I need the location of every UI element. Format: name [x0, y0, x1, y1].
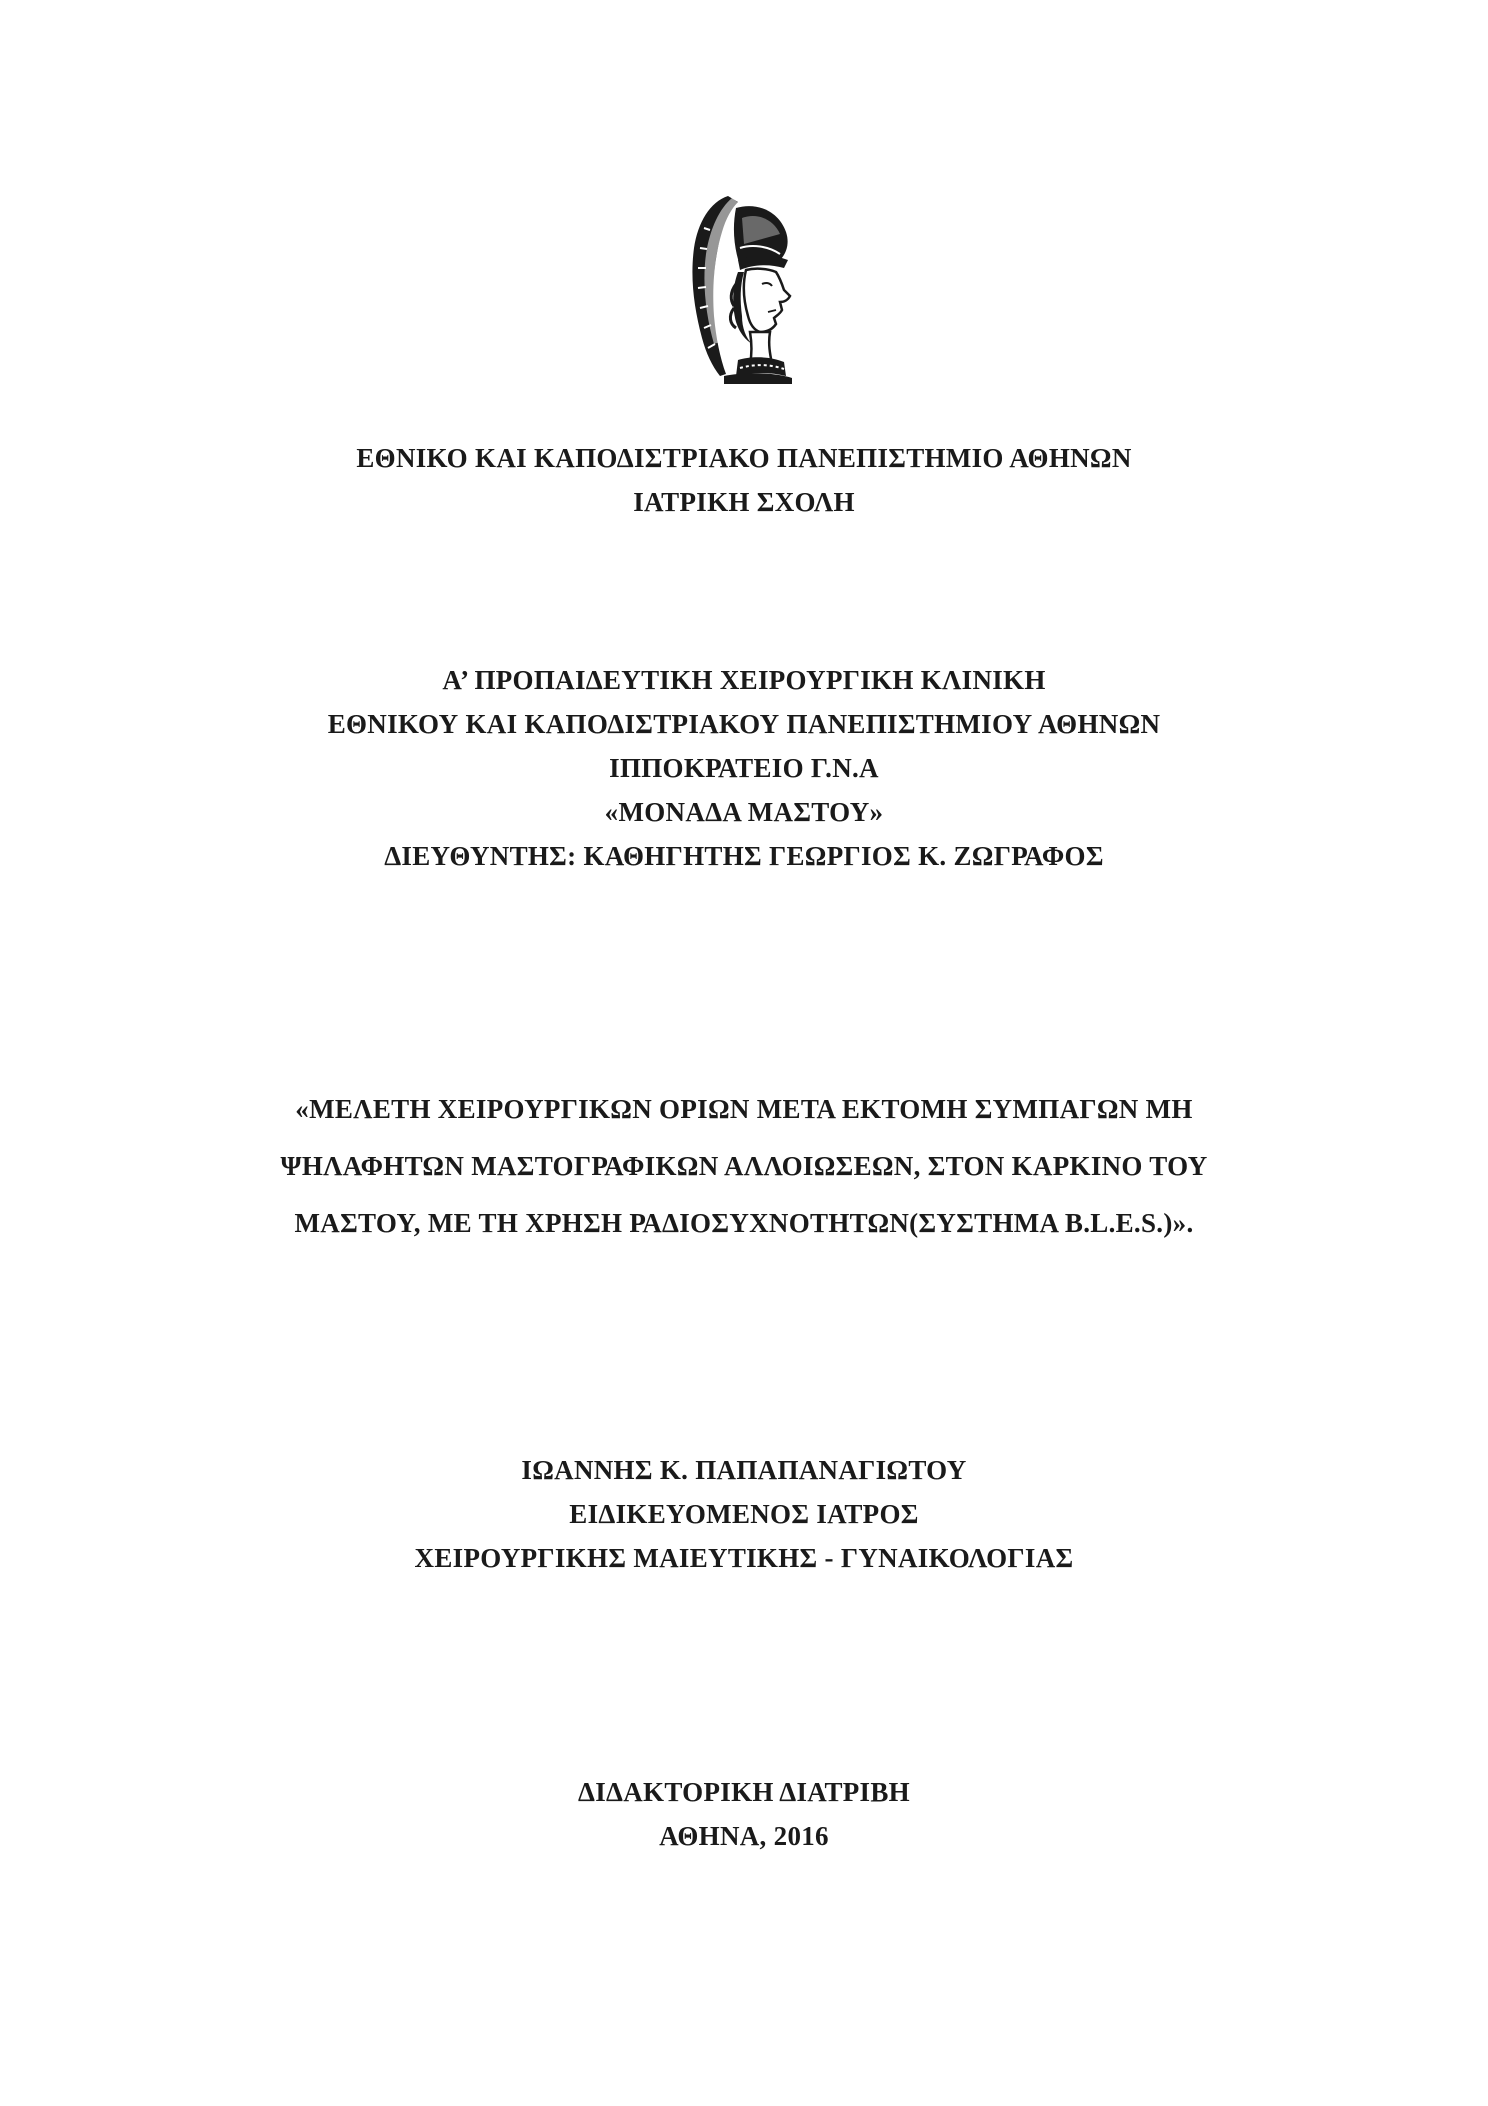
- author-info: [0, 1448, 1488, 1580]
- director-line: ΔΙΕΥΘΥΝΤΗΣ: ΚΑΘΗΓΗΤΗΣ ΓΕΩΡΓΙΟΣ Κ. ΖΩΓΡΑΦΟΣ: [384, 841, 1104, 871]
- degree-type: ΔΙΔΑΚΤΟΡΙΚΗ ΔΙΑΤΡΙΒΗ: [578, 1777, 910, 1807]
- author-specialty: ΧΕΙΡΟΥΡΓΙΚΗΣ ΜΑΙΕΥΤΙΚΗΣ - ΓΥΝΑΙΚΟΛΟΓΙΑΣ: [414, 1543, 1074, 1573]
- athena-head-icon: [680, 188, 805, 388]
- thesis-title-line: ΨΗΛΑΦΗΤΩΝ ΜΑΣΤΟΓΡΑΦΙΚΩΝ ΑΛΛΟΙΩΣΕΩΝ, ΣΤΟΝ ΚΑΡΚΙΝΟ ΤΟΥ: [280, 1151, 1208, 1181]
- thesis-title-line: ΜΑΣΤΟΥ, ΜΕ ΤΗ ΧΡΗΣΗ ΡΑΔΙΟΣΥΧΝΟΤΗΤΩΝ(ΣΥΣΤΗΜΑ B.L.E.S.)».: [294, 1208, 1194, 1238]
- clinic-info: [0, 658, 1488, 878]
- author-role: ΕΙΔΙΚΕΥΟΜΕΝΟΣ ΙΑΤΡΟΣ: [569, 1499, 919, 1529]
- thesis-title: [0, 1081, 1488, 1252]
- author-name: ΙΩΑΝΝΗΣ Κ. ΠΑΠΑΠΑΝΑΓΙΩΤΟΥ: [521, 1455, 967, 1485]
- clinic-university: ΕΘΝΙΚΟΥ ΚΑΙ ΚΑΠΟΔΙΣΤΡΙΑΚΟΥ ΠΑΝΕΠΙΣΤΗΜΙΟΥ ΑΘΗΝΩΝ: [327, 709, 1161, 739]
- university-header: [0, 436, 1488, 524]
- hospital-name: ΙΠΠΟΚΡΑΤΕΙΟ Γ.Ν.Α: [609, 753, 879, 783]
- place-and-year: ΑΘΗΝΑ, 2016: [659, 1821, 829, 1851]
- unit-name: «ΜΟΝΑΔΑ ΜΑΣΤΟΥ»: [604, 797, 884, 827]
- school-name: ΙΑΤΡΙΚΗ ΣΧΟΛΗ: [633, 487, 855, 517]
- clinic-name: Α’ ΠΡΟΠΑΙΔΕΥΤΙΚΗ ΧΕΙΡΟΥΡΓΙΚΗ ΚΛΙΝΙΚΗ: [442, 665, 1046, 695]
- thesis-title-line: «ΜΕΛΕΤΗ ΧΕΙΡΟΥΡΓΙΚΩΝ ΟΡΙΩΝ ΜΕΤΑ ΕΚΤΟΜΗ ΣΥΜΠΑΓΩΝ ΜΗ: [295, 1094, 1193, 1124]
- university-name: ΕΘΝΙΚΟ ΚΑΙ ΚΑΠΟΔΙΣΤΡΙΑΚΟ ΠΑΝΕΠΙΣΤΗΜΙΟ ΑΘΗΝΩΝ: [356, 443, 1132, 473]
- degree-info: [0, 1770, 1488, 1858]
